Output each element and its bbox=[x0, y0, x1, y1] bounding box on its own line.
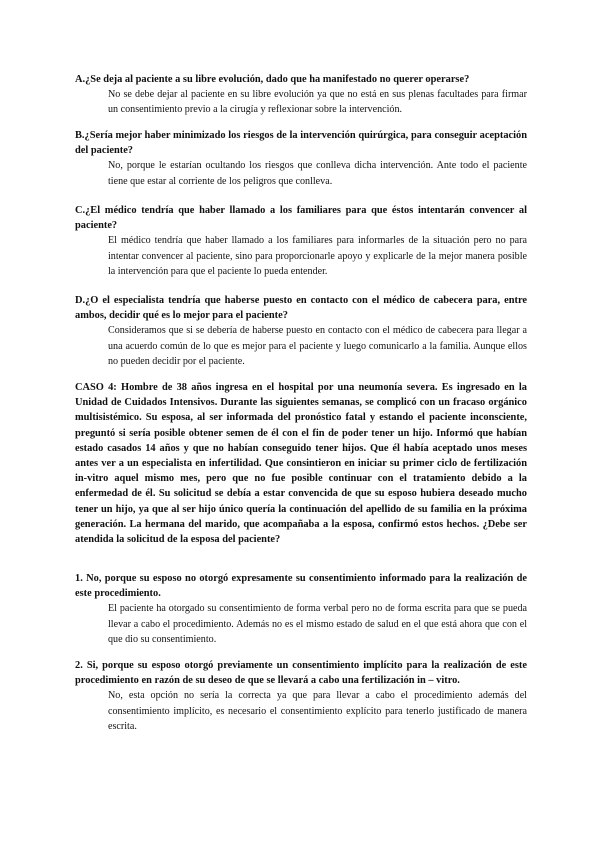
question-block-d bbox=[75, 293, 527, 369]
answer-a: No se debe dejar al paciente en su libre evolución ya que no está en sus plenas facultades para firmar un consentimiento previo a la cirugía y reflexionar sobre la intervención. bbox=[108, 89, 527, 116]
answer-c: El médico tendría que haber llamado a los familiares para informarles de la situación pero no para intentar convencer al paciente, sino para proporcionarle apoyo y explicarle de la mejor manera posible la intervención para que el paciente lo pueda entender. bbox=[108, 235, 527, 277]
option-block-2 bbox=[75, 658, 527, 734]
case-4-text: CASO 4: Hombre de 38 años ingresa en el hospital por una neumonía severa. Es ingresado en la Unidad de Cuidados Intensivos. Durante las siguientes semanas, se complicó con un fracaso orgánico multisistémico. Su esposa, al ser informada del pronóstico fatal y estando el paciente inconsciente, preguntó si sería posible obtener semen de él con el fin de poder tener un hijo. Informó que habían estado casados 14 años y que no habían conseguido tener hijos. Que él había aceptado unos meses antes ver a un especialista en infertilidad. Que consintieron en iniciar su primer ciclo de fertilización in-vitro aquel mismo mes, pero que no fue posible continuar con el tratamiento debido a la enfermedad de él. Su solicitud se debía a estar convencida de que su esposo hubiera deseado mucho tener un hijo, ya que al ser hijo único quería la continuación del apellido de su familia en la próxima generación. La hermana del marido, que acompañaba a la esposa, confirmó estos hechos. ¿Debe ser atendida la solicitud de la esposa del paciente? bbox=[75, 382, 527, 546]
option-block-1 bbox=[75, 571, 527, 647]
option-1-answer: El paciente ha otorgado su consentimiento de forma verbal pero no de forma escrita para que se pueda llevar a cabo el procedimiento. Además no es el mismo estado de salud en el que está ahora que con el que dio su consentimiento. bbox=[108, 603, 527, 645]
answer-d: Consideramos que si se debería de haberse puesto en contacto con el médico de cabecera para llegar a una acuerdo común de lo que es mejor para el paciente y luego comunicarlo a la familia. Aunque ellos no pueden decidir por el paciente. bbox=[108, 325, 527, 367]
answer-b: No, porque le estarían ocultando los riesgos que conlleva dicha intervención. Ante todo el paciente tiene que estar al corriente de los peligros que conlleva. bbox=[108, 160, 527, 187]
question-block-b bbox=[75, 128, 527, 189]
question-d: D.¿O el especialista tendría que haberse puesto en contacto con el médico de cabecera para, entre ambos, decidir qué es lo mejor para el paciente? bbox=[75, 295, 527, 322]
question-b: B.¿Sería mejor haber minimizado los riesgos de la intervención quirúrgica, para conseguir aceptación del paciente? bbox=[75, 130, 527, 157]
question-block-a bbox=[75, 72, 527, 118]
question-c: C.¿El médico tendría que haber llamado a los familiares para que éstos intentarán convencer al paciente? bbox=[75, 205, 527, 232]
option-2-question: 2. Si, porque su esposo otorgó previamente un consentimiento implícito para la realización de este procedimiento en razón de su deseo de que se llevará a cabo una fertilización in – vitro. bbox=[75, 660, 527, 687]
question-block-c bbox=[75, 203, 527, 279]
option-1-question: 1. No, porque su esposo no otorgó expresamente su consentimiento informado para la realización de este procedimiento. bbox=[75, 573, 527, 600]
option-2-answer: No, esta opción no sería la correcta ya que para llevar a cabo el procedimiento además del consentimiento implícito, es necesario el consentimiento explícito para tenerlo justificado de manera escrita. bbox=[108, 690, 527, 732]
case-4-block bbox=[75, 380, 527, 547]
question-a: A.¿Se deja al paciente a su libre evolución, dado que ha manifestado no querer operarse? bbox=[75, 74, 470, 85]
